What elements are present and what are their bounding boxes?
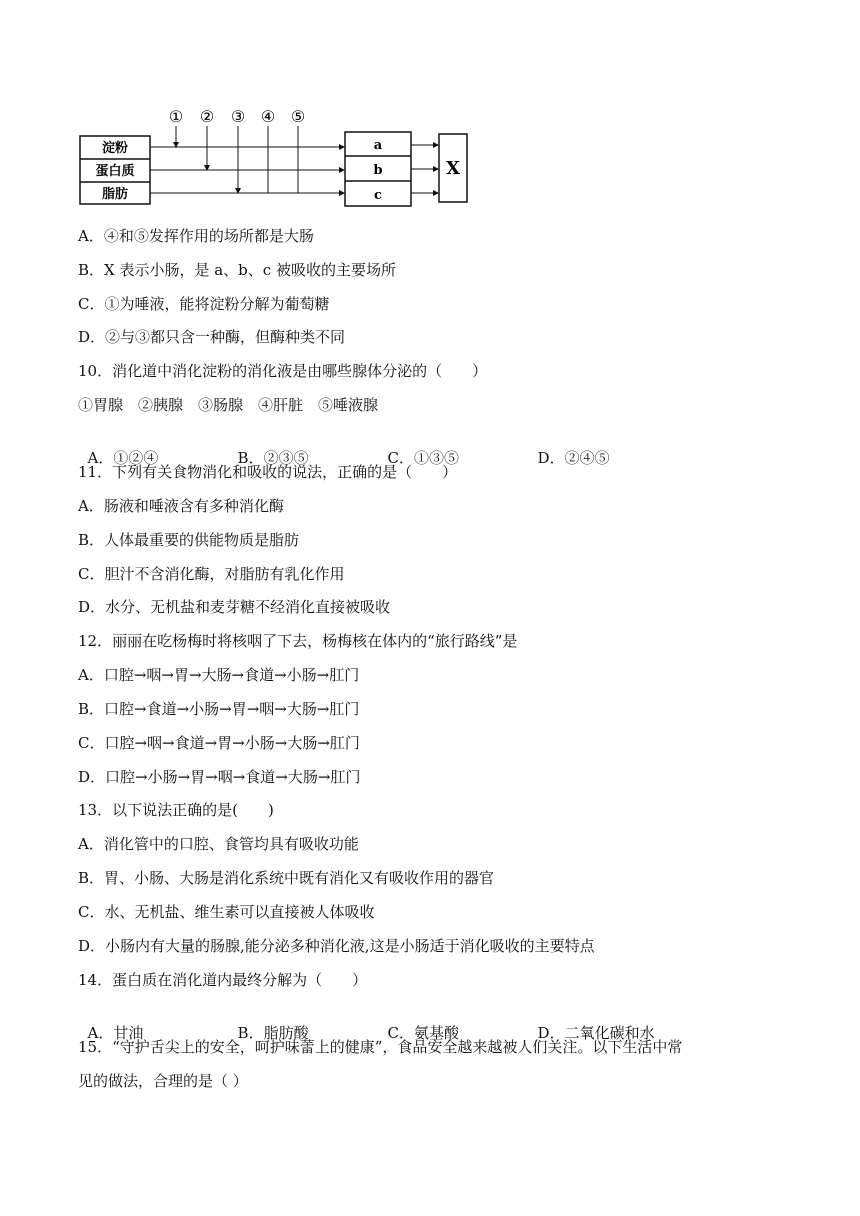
option-a-q13: A．消化管中的口腔、食管均具有吸收功能 [78, 835, 359, 853]
input-fat: 脂肪 [101, 187, 129, 202]
option-b-q9: B．X 表示小肠，是 a、b、c 被吸收的主要场所 [78, 261, 396, 279]
question-10-glands: ①胃腺 ②胰腺 ③肠腺 ④肝脏 ⑤唾液腺 [78, 396, 379, 414]
option-d-q13: D．小肠内有大量的肠腺,能分泌多种消化液,这是小肠适于消化吸收的主要特点 [78, 937, 595, 955]
option-d-q9: D．②与③都只含一种酶，但酶种类不同 [78, 328, 346, 346]
option-d: D．②④⑤ [537, 449, 610, 467]
option-c-q12: C．口腔→咽→食道→胃→小肠→大肠→肛门 [78, 734, 360, 752]
option-b-q13: B．胃、小肠、大肠是消化系统中既有消化又有吸收作用的器官 [78, 869, 495, 887]
result-x: X [446, 158, 460, 179]
question-15-cont: 见的做法，合理的是（ ） [78, 1072, 248, 1090]
output-boxes [345, 132, 411, 206]
digestion-diagram [78, 104, 478, 208]
output-b: b [373, 163, 383, 178]
option-b: B．脂肪酸 [237, 1024, 309, 1042]
marker-4: ④ [260, 107, 276, 126]
question-11: 11．下列有关食物消化和吸收的说法，正确的是（ ） [78, 463, 458, 481]
option-b: B．②③⑤ [237, 449, 309, 467]
option-a: A．甘油 [87, 1024, 144, 1042]
marker-2: ② [199, 107, 215, 126]
question-14: 14．蛋白质在消化道内最终分解为（ ） [78, 971, 368, 989]
option-c-q9: C．①为唾液，能将淀粉分解为葡萄糖 [78, 295, 330, 313]
option-b-q12: B．口腔→食道→小肠→胃→咽→大肠→肛门 [78, 700, 360, 718]
option-a-q12: A．口腔→咽→胃→大肠→食道→小肠→肛门 [78, 666, 360, 684]
marker-3: ③ [230, 107, 246, 126]
marker-5: ⑤ [290, 107, 306, 126]
output-a: a [373, 138, 383, 153]
option-c: C．①③⑤ [387, 449, 460, 467]
input-starch: 淀粉 [101, 141, 129, 156]
option-d-q12: D．口腔→小肠→胃→咽→食道→大肠→肛门 [78, 768, 361, 786]
question-15: 15．“守护舌尖上的安全，呵护味蕾上的健康”，食品安全越来越被人们关注。以下生活中常 [78, 1038, 683, 1056]
option-c: C．氨基酸 [387, 1024, 460, 1042]
output-c: c [374, 188, 382, 203]
option-a: A．①②④ [87, 449, 159, 467]
option-d: D．二氧化碳和水 [537, 1024, 655, 1042]
option-d-q11: D．水分、无机盐和麦芽糖不经消化直接被吸收 [78, 598, 391, 616]
option-a-q11: A．肠液和唾液含有多种消化酶 [78, 497, 284, 515]
question-10: 10．消化道中消化淀粉的消化液是由哪些腺体分泌的（ ） [78, 362, 488, 380]
marker-1: ① [168, 107, 184, 126]
question-12: 12．丽丽在吃杨梅时将核咽了下去，杨梅核在体内的“旅行路线”是 [78, 632, 518, 650]
input-boxes [80, 136, 150, 204]
option-c-q13: C．水、无机盐、维生素可以直接被人体吸收 [78, 903, 375, 921]
input-protein: 蛋白质 [95, 164, 135, 179]
option-a-q9: A．④和⑤发挥作用的场所都是大肠 [78, 227, 314, 245]
option-c-q11: C．胆汁不含消化酶，对脂肪有乳化作用 [78, 565, 345, 583]
option-b-q11: B．人体最重要的供能物质是脂肪 [78, 531, 300, 549]
question-13: 13．以下说法正确的是( ) [78, 801, 274, 819]
